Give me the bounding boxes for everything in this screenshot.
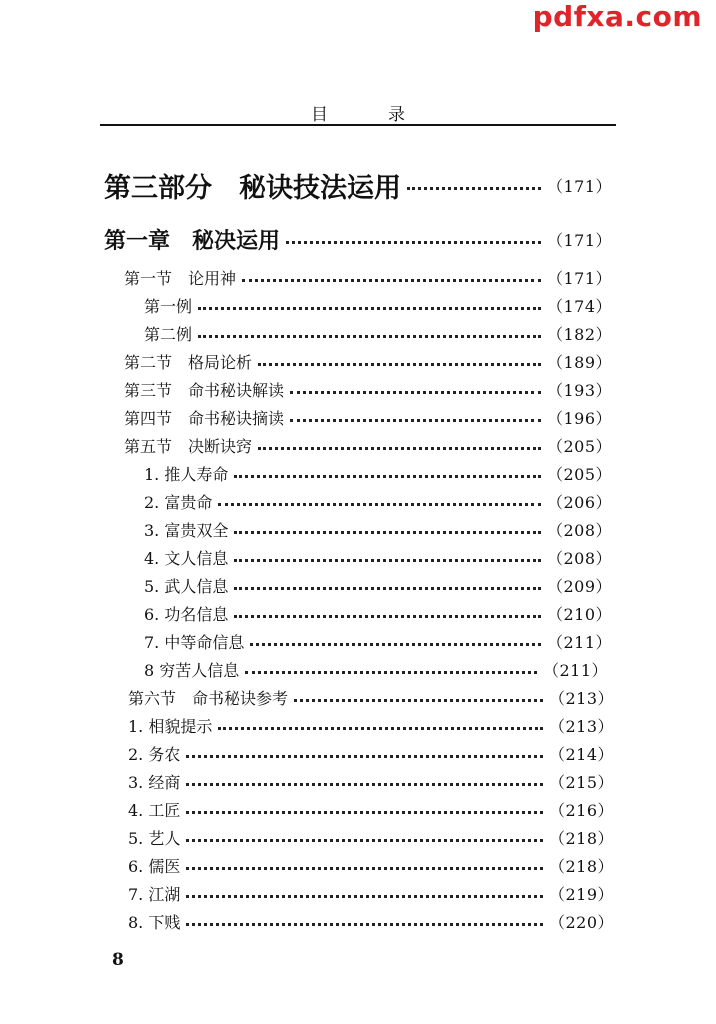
toc-leader-dots: [234, 559, 541, 562]
toc-entry-label: 6. 功名信息: [144, 605, 229, 624]
toc-entry-page: （205）: [546, 465, 612, 484]
toc-leader-dots: [186, 867, 543, 870]
toc-entry[interactable]: [144, 322, 612, 345]
toc-leader-dots: [258, 363, 541, 366]
toc-entry[interactable]: [144, 462, 612, 485]
toc-entry-page: （211）: [542, 661, 608, 680]
toc-entry-label: 第六节 命书秘诀参考: [128, 689, 289, 708]
toc-leader-dots: [186, 839, 543, 842]
toc-entry-page: （193）: [546, 381, 612, 400]
toc-entry-page: （214）: [548, 745, 614, 764]
toc-entry-page: （206）: [546, 493, 612, 512]
toc-leader-dots: [186, 783, 543, 786]
toc-leader-dots: [218, 503, 541, 506]
toc-entry-label: 第一例: [144, 297, 193, 316]
toc-leader-dots: [186, 755, 543, 758]
toc-entry[interactable]: [128, 854, 614, 877]
toc-entry-label: 3. 富贵双全: [144, 521, 229, 540]
toc-entry-page: （196）: [546, 409, 612, 428]
toc-entry[interactable]: [144, 574, 612, 597]
toc-entry-page: （182）: [546, 325, 612, 344]
toc-entry-page: （209）: [546, 577, 612, 596]
toc-entry-page: （220）: [548, 913, 614, 932]
toc-entry[interactable]: [124, 434, 612, 457]
toc-entry-label: 第二例: [144, 325, 193, 344]
toc-leader-dots: [186, 895, 543, 898]
toc-entry-label: 7. 中等命信息: [144, 633, 245, 652]
toc-entry-label: 第三部分 秘诀技法运用: [104, 173, 401, 204]
page-number: 8: [112, 950, 124, 970]
toc-leader-dots: [245, 671, 537, 674]
toc-entry-page: （218）: [548, 829, 614, 848]
toc-entry[interactable]: [144, 518, 612, 541]
toc-leader-dots: [294, 699, 543, 702]
toc-leader-dots: [258, 447, 541, 450]
toc-entry[interactable]: [144, 294, 612, 317]
toc-entry[interactable]: [124, 378, 612, 401]
toc-entry[interactable]: [144, 602, 612, 625]
header-char-left: 目: [311, 105, 328, 125]
toc-entry-page: （189）: [546, 353, 612, 372]
toc-entry-page: （208）: [546, 521, 612, 540]
toc-entry-label: 8. 下贱: [128, 913, 181, 932]
toc-chapter-entry[interactable]: [104, 224, 612, 255]
toc-entry[interactable]: [128, 826, 614, 849]
toc-entry[interactable]: [128, 910, 614, 933]
toc-entry-page: （219）: [548, 885, 614, 904]
toc-entry-label: 2. 富贵命: [144, 493, 213, 512]
toc-entry-page: （216）: [548, 801, 614, 820]
toc-entry[interactable]: [128, 882, 614, 905]
toc-entry[interactable]: [128, 714, 614, 737]
toc-leader-dots: [234, 615, 541, 618]
toc-entry-label: 第一章 秘决运用: [104, 229, 281, 254]
toc-entry-page: （174）: [546, 297, 612, 316]
toc-leader-dots: [250, 643, 541, 646]
toc-entry[interactable]: [128, 686, 614, 709]
toc-entry-label: 4. 工匠: [128, 801, 181, 820]
toc-entry-page: （171）: [546, 177, 612, 196]
toc-leader-dots: [290, 391, 541, 394]
toc-entry-page: （213）: [548, 689, 614, 708]
header-char-right: 录: [388, 105, 405, 125]
toc-entry-page: （213）: [548, 717, 614, 736]
toc-entry-page: （171）: [546, 231, 612, 250]
toc-entry[interactable]: [144, 490, 612, 513]
watermark-logo: pdfxa.com: [532, 0, 702, 33]
toc-entry-label: 第二节 格局论析: [124, 353, 253, 372]
toc-entry-page: （205）: [546, 437, 612, 456]
toc-leader-dots: [242, 279, 541, 282]
header-rule: [100, 124, 616, 126]
toc-entry[interactable]: [128, 798, 614, 821]
toc-entry-page: （210）: [546, 605, 612, 624]
toc-entry[interactable]: [124, 266, 612, 289]
toc-entry-label: 5. 武人信息: [144, 577, 229, 596]
toc-entry-label: 6. 儒医: [128, 857, 181, 876]
toc-part-entry[interactable]: [104, 166, 612, 205]
toc-entry-label: 4. 文人信息: [144, 549, 229, 568]
toc-entry-label: 1. 推人寿命: [144, 465, 229, 484]
toc-entry-label: 2. 务农: [128, 745, 181, 764]
toc-entry-label: 1. 相貌提示: [128, 717, 213, 736]
toc-entry-label: 第五节 决断诀窍: [124, 437, 253, 456]
toc-entry-label: 第四节 命书秘诀摘读: [124, 409, 285, 428]
toc-leader-dots: [290, 419, 541, 422]
toc-entry-label: 5. 艺人: [128, 829, 181, 848]
toc-leader-dots: [286, 241, 541, 244]
toc-entry-label: 7. 江湖: [128, 885, 181, 904]
toc-entry[interactable]: [144, 630, 612, 653]
toc-entry-label: 第三节 命书秘诀解读: [124, 381, 285, 400]
toc-leader-dots: [234, 531, 541, 534]
toc-entry[interactable]: [124, 350, 612, 373]
toc-leader-dots: [234, 475, 541, 478]
toc-entry-page: （208）: [546, 549, 612, 568]
toc-entry[interactable]: [128, 770, 614, 793]
toc-leader-dots: [218, 727, 543, 730]
toc-leader-dots: [198, 335, 541, 338]
toc-entry-label: 3. 经商: [128, 773, 181, 792]
toc-entry-label: 8 穷苦人信息: [144, 661, 240, 680]
toc-entry-page: （211）: [546, 633, 612, 652]
toc-entry[interactable]: [144, 546, 612, 569]
toc-leader-dots: [198, 307, 541, 310]
toc-entry-page: （215）: [548, 773, 614, 792]
toc-entry[interactable]: [144, 658, 608, 681]
toc-leader-dots: [234, 587, 541, 590]
toc-leader-dots: [186, 923, 543, 926]
toc-entry-page: （218）: [548, 857, 614, 876]
toc-entry[interactable]: [124, 406, 612, 429]
toc-leader-dots: [407, 187, 541, 190]
toc-entry-page: （171）: [546, 269, 612, 288]
toc-leader-dots: [186, 811, 543, 814]
running-header: [100, 100, 616, 125]
toc-entry-label: 第一节 论用神: [124, 269, 237, 288]
toc-entry[interactable]: [128, 742, 614, 765]
